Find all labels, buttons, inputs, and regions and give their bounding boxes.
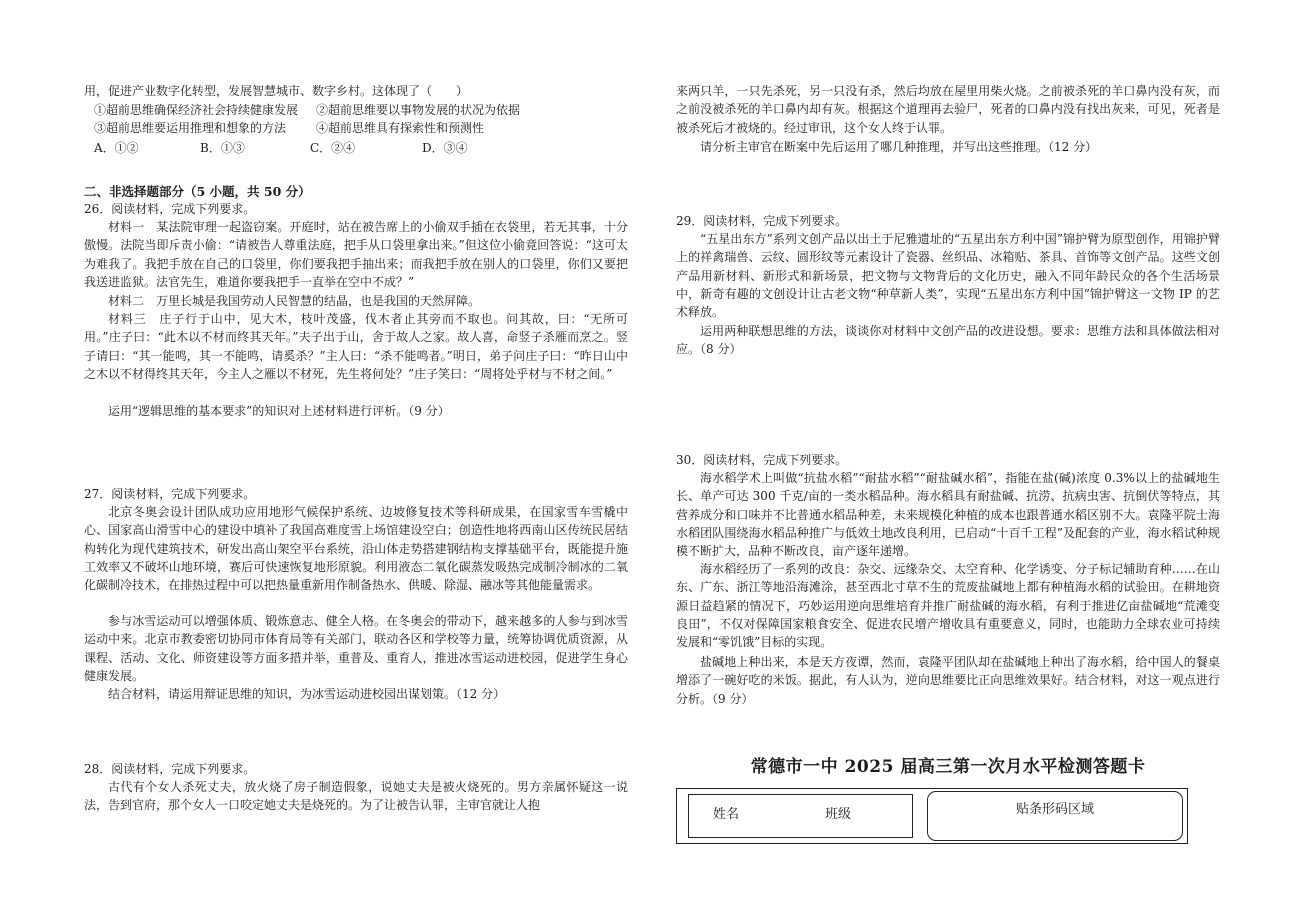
q25-option-3: ③超前思维要运用推理和想象的方法 bbox=[94, 121, 287, 135]
q28-heading: 28．阅读材料，完成下列要求。 bbox=[84, 762, 256, 776]
q25-choice-b: B．①③ bbox=[200, 141, 245, 155]
q25-choice-d: D．③④ bbox=[422, 141, 468, 155]
q25-option-2: ②超前思维要以事物发展的状况为依据 bbox=[316, 103, 521, 117]
barcode-label: 贴条形码区域 bbox=[1015, 802, 1094, 817]
student-info-box[interactable] bbox=[688, 794, 913, 838]
q27-paragraph-2: 参与冰雪运动可以增强体质、锻炼意志、健全人格。在冬奥会的带动下，越来越多的人参与到冰雪运动中来。北京市教委密切协同市体育局等有关部门，联动各区和学校等力量，统筹协调优质资源，从课程、活动、文化、师资建设等方面多措并举，重普及、重育人，推进冰雪运动进校园，促进学生身心健康发展。 bbox=[84, 614, 628, 683]
q26-material-3: 材料三 庄子行于山中，见大木，枝叶茂盛，伐木者止其旁而不取也。问其故，曰：“无所可用。”庄子曰：“此木以不材而终其天年。”夫子出于山，舍于故人之家。故人喜，命竖子杀雁而烹之。竖子请曰：“其一能鸣，其一不能鸣，请奚杀？”主人曰：“杀不能鸣者。”明日，弟子问庄子曰：“昨日山中之木以不材得终其天年，今主人之雁以不材死，先生将何处？”庄子笑曰：“周将处乎材与不材之间。” bbox=[84, 312, 628, 381]
q27-heading: 27．阅读材料，完成下列要求。 bbox=[84, 487, 256, 501]
q25-option-1: ①超前思维确保经济社会持续健康发展 bbox=[94, 103, 299, 117]
barcode-area bbox=[927, 791, 1183, 841]
q30-heading: 30．阅读材料，完成下列要求。 bbox=[676, 453, 848, 467]
q26-requirement: 运用“逻辑思维的基本要求”的知识对上述材料进行评析。（9 分） bbox=[108, 404, 450, 418]
name-label: 姓名 bbox=[713, 807, 740, 822]
q25-choice-a: A．①② bbox=[94, 141, 139, 155]
q25-option-4: ④超前思维具有探索性和预测性 bbox=[316, 121, 485, 135]
q28-paragraph-1: 古代有个女人杀死丈夫，放火烧了房子制造假象，说她丈夫是被火烧死的。男方亲属怀疑这一说法，告到官府，那个女人一口咬定她丈夫是烧死的。为了让被告认罪，主审官就让人抱 bbox=[84, 780, 628, 813]
answer-card-header-box bbox=[676, 788, 1188, 844]
q28-requirement: 请分析主审官在断案中先后运用了哪几种推理，并写出这些推理。（12 分） bbox=[700, 140, 1098, 154]
q30-paragraph-2: 海水稻经历了一系列的改良：杂交、远缘杂交、太空育种、化学诱变、分子标记辅助育种……在山东、广东、浙江等地沿海滩涂，甚至西北寸草不生的荒废盐碱地上都有种植海水稻的试验田。在耕地资源日益趋紧的情况下，巧妙运用逆向思维培育并推广耐盐碱的海水稻，有利于推进亿亩盐碱地“荒滩变良田”，不仅对保障国家粮食安全、促进农民增产增收具有重要意义，同时，也能助力全球农业可持续发展和“零饥饿”目标的实现。 bbox=[676, 562, 1220, 650]
q28-continuation: 来两只羊，一只先杀死，另一只没有杀，然后均放在屋里用柴火烧。之前被杀死的羊口鼻内没有灰，而之前没被杀死的羊口鼻内却有灰。根据这个道理再去验尸，死者的口鼻内没有找出灰来，可见，死者是被杀死后才被烧的。经过审讯，这个女人终于认罪。 bbox=[676, 84, 1220, 135]
q29-heading: 29．阅读材料，完成下列要求。 bbox=[676, 214, 848, 228]
q30-paragraph-1: 海水稻学术上叫做“抗盐水稻”“耐盐水稻”“耐盐碱水稻”，指能在盐(碱)浓度 0.3%以上的盐碱地生长、单产可达 300 千克/亩的一类水稻品种。海水稻具有耐盐碱、抗涝、抗病虫害、抗倒伏等特点，其营养成分和口味并不比普通水稻品种差，未来规模化种植的成本也跟普通水稻区别不大。袁隆平院士海水稻团队围绕海水稻品种推广与低效土地改良利用，已启动“十百千工程”及配套的产业，海水稻试种规模不断扩大，品种不断改良，亩产逐年递增。 bbox=[676, 471, 1220, 559]
q25-choice-c: C．②④ bbox=[310, 141, 356, 155]
q26-heading: 26．阅读材料，完成下列要求。 bbox=[84, 202, 256, 216]
section-title: 二、非选择题部分（5 小题，共 50 分） bbox=[84, 184, 311, 199]
class-label: 班级 bbox=[825, 807, 852, 822]
q29-paragraph-1: “五星出东方”系列文创产品以出土于尼雅遗址的“五星出东方利中国”锦护臂为原型创作，用锦护臂上的祥禽瑞兽、云纹、圆形纹等元素设计了瓷器、丝织品、冰箱贴、茶具、首饰等文创产品。这些文创产品用新材料、新形式和新场景，把文物与文物背后的文化历史，融入不同年龄民众的各个生活场景中，新奇有趣的文创设计让古老文物“种草新人类”，实现“五星出东方利中国”锦护臂这一文物 IP 的艺术释放。 bbox=[676, 232, 1220, 320]
q27-paragraph-1: 北京冬奥会设计团队成功应用地形气候保护系统、边坡修复技术等科研成果，在国家雪车雪橇中心、国家高山滑雪中心的建设中填补了我国高难度雪上场馆建设空白；创造性地将西南山区传统民居结构转化为现代建筑技术，研发出高山架空平台系统，沿山体走势搭建钢结构支撑基础平台，既能提升施工效率又不破坏山地环境，赛后可快速恢复地形原貌。利用液态二氧化碳蒸发吸热完成制冷制冰的二氧化碳制冷技术，在排热过程中可以把热量重新用作制备热水、供暖、除湿、融冰等其他能量需求。 bbox=[84, 505, 628, 593]
answer-card-title: 常德市一中 2025 届高三第一次月水平检测答题卡 bbox=[750, 757, 1146, 777]
q27-requirement: 结合材料，请运用辩证思维的知识，为冰雪运动进校园出谋划策。（12 分） bbox=[108, 687, 506, 701]
q25-stem-tail: 用，促进产业数字化转型，发展智慧城市、数字乡村。这体现了（ ） bbox=[84, 84, 469, 98]
q26-material-1: 材料一 某法院审理一起盗窃案。开庭时，站在被告席上的小偷双手插在衣袋里，若无其事，十分傲慢。法院当即斥责小偷：“请被告人尊重法庭，把手从口袋里拿出来。”但这位小偷竟回答说：“这可太为难我了。我把手放在自己的口袋里，你们要我把手抽出来；而我把手放在别人的口袋里，你们又要把我送进监狱。法官先生，难道你要我把手一直举在空中不成？” bbox=[84, 220, 628, 289]
q26-material-2: 材料二 万里长城是我国劳动人民智慧的结晶，也是我国的天然屏障。 bbox=[108, 294, 481, 308]
q30-paragraph-3: 盐碱地上种出来，本是天方夜谭，然而，袁隆平团队却在盐碱地上种出了海水稻，给中国人的餐桌增添了一碗好吃的米饭。据此，有人认为，逆向思维要比正向思维效果好。结合材料，对这一观点进行分析。（9 分） bbox=[676, 655, 1220, 706]
q29-requirement: 运用两种联想思维的方法，谈谈你对材料中文创产品的改进设想。要求：思维方法和具体做法相对应。（8 分） bbox=[676, 324, 1220, 357]
